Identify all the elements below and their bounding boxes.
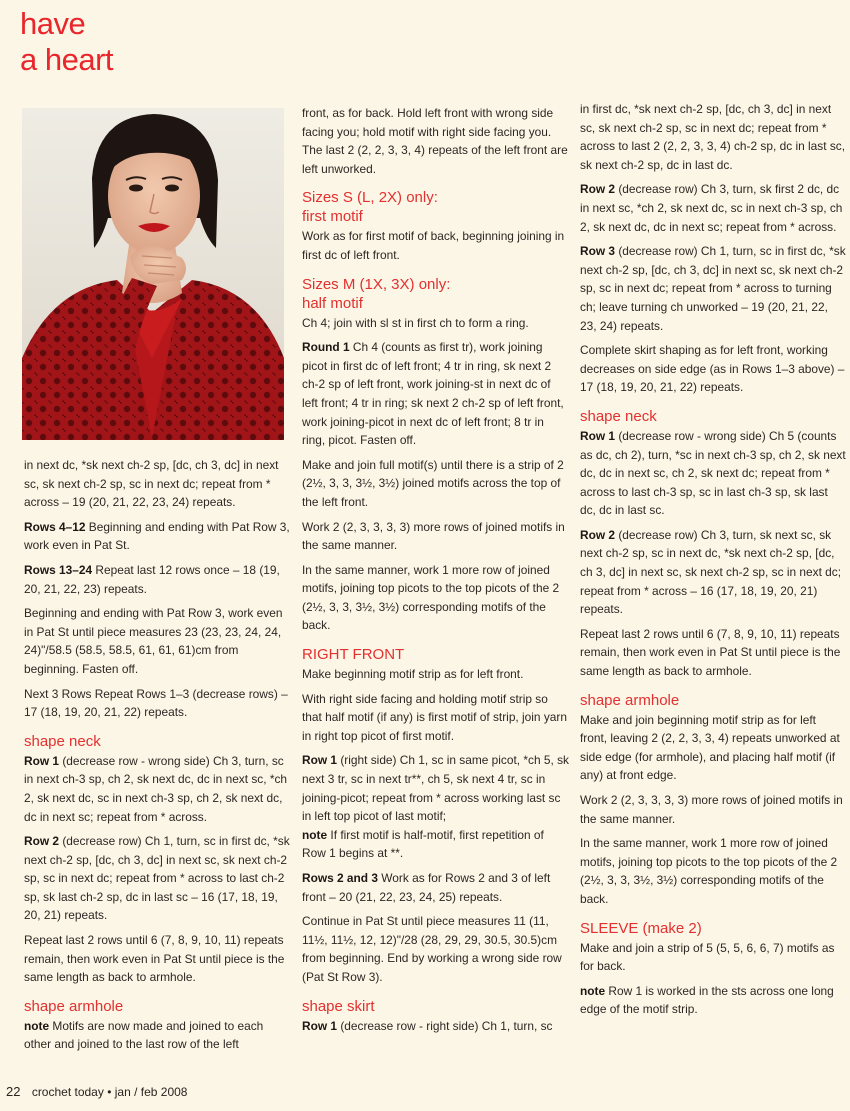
c1-paragraph-8: Repeat last 2 rows until 6 (7, 8, 9, 10, 11) repeats remain, then work even in Pat St until piece is the same length as back to armhole. [24, 933, 285, 985]
c1-paragraph-7 [24, 832, 292, 925]
c1-paragraph-4: Beginning and ending with Pat Row 3, work even in Pat St until piece measures 23 (23, 23, 24, 24, 24)"/58.5 (58.5, 58.5, 61, 61, 61)cm from beginning. Fasten off. [24, 606, 283, 676]
c2-paragraph-13 [302, 1017, 569, 1036]
c2-paragraph-12: Continue in Pat St until piece measures 11 (11, 11½, 11½, 12, 12)"/28 (28, 29, 29, 30.5, 30.5)cm from beginning. End by working a wrong side row (Pat St Row 3). [302, 914, 562, 984]
c1-label-row-1: Row 1 [24, 753, 60, 768]
c3-paragraph-11: Make and join a strip of 5 (5, 5, 6, 6, 7) motifs as for back. [580, 940, 835, 974]
c3-heading-shape-armhole: shape armhole [580, 691, 680, 709]
c3-label-row-1: Row 1 [580, 428, 616, 443]
c2-paragraph-6: Work 2 (2, 3, 3, 3, 3) more rows of joined motifs in the same manner. [302, 519, 565, 553]
c1-text-note: Motifs are now made and joined to each other and joined to the last row of the left [24, 1018, 264, 1052]
c3-label-row-2: Row 2 [580, 182, 616, 197]
model-photo [22, 108, 284, 440]
c3-paragraph-6 [580, 526, 846, 619]
c1-paragraph-9 [24, 1017, 292, 1054]
page-footer [6, 1084, 187, 1099]
c2-paragraph-5: Make and join full motif(s) until there is a strip of 2 (2½, 3, 3, 3½, 3½) joined motifs across the top of the left front. [302, 457, 564, 509]
c3-paragraph-9: Work 2 (2, 3, 3, 3, 3) more rows of joined motifs in the same manner. [580, 793, 843, 826]
c1-paragraph-5: Next 3 Rows Repeat Rows 1–3 (decrease rows) – 17 (18, 19, 20, 21, 22) repeats. [24, 686, 288, 720]
c2-label-rows-2-3: Rows 2 and 3 [302, 871, 378, 885]
c2-paragraph-4 [302, 338, 569, 450]
c1-text-rows-4-12: Beginning and ending with Pat Row 3, work even in Pat St. [24, 519, 290, 553]
column-3 [580, 100, 846, 1025]
c2-paragraph-1: front, as for back. Hold left front with wrong side facing you; hold motif with right side facing you. The last 2 (2, 2, 3, 3, 4) repeats of the left front are left unworked. [302, 106, 568, 176]
c2-paragraph-3: Ch 4; join with sl st in first ch to form a ring. [302, 315, 529, 330]
c1-heading-shape-armhole: shape armhole [24, 997, 124, 1015]
c2-heading-sizes-s [302, 188, 569, 226]
column-2 [302, 104, 569, 1041]
c1-paragraph-6 [24, 752, 292, 826]
c1-text-rows-13-24: Repeat last 12 rows once – 18 (19, 20, 21, 22, 23) repeats. [24, 562, 280, 596]
c1-paragraph-1: in next dc, *sk next ch-2 sp, [dc, ch 3, dc] in next sc, sk next ch-2 sp, sc in next dc; repeat from * across – 19 (20, 21, 22, 23, 24) repeats. [24, 458, 279, 510]
c1-paragraph-3 [24, 561, 292, 598]
title-line-1: have [20, 6, 86, 41]
c3-text-row-1: (decrease row - wrong side) Ch 5 (counts as dc, ch 2), turn, *sc in next ch-3 sp, ch 2, sk next dc, dc in next sc, ch 2, sk next dc; repeat from * across to last ch-3 sp, sc in last ch-3 sp, sk last dc, dc in last sc. [580, 428, 846, 518]
c3-label-row-2b: Row 2 [580, 527, 616, 542]
c2-label-row-1: Row 1 [302, 753, 338, 768]
c1-label-rows-4-12: Rows 4–12 [24, 519, 86, 534]
c2-label-row-1-skirt: Row 1 [302, 1018, 338, 1033]
model-photo-illustration [22, 108, 284, 440]
c2-paragraph-7: In the same manner, work 1 more row of joined motifs, joining top picots to the top picots of the 2 (2½, 3, 3, 3½, 3½) corresponding motifs of the back. [302, 562, 560, 633]
c1-label-note: note [24, 1018, 50, 1033]
c2-text-note: If first motif is half-motif, first repetition of Row 1 begins at **. [302, 827, 544, 861]
column-1 [24, 456, 292, 1060]
c1-label-row-2: Row 2 [24, 834, 60, 849]
c1-label-rows-13-24: Rows 13–24 [24, 562, 93, 577]
c3-heading-shape-neck: shape neck [580, 407, 657, 425]
article-title [20, 6, 113, 78]
magazine-name: crochet today [31, 1085, 104, 1099]
footer-bullet: • [107, 1085, 115, 1099]
c3-paragraph-12 [580, 982, 846, 1019]
c2-heading-sizes-m-line2: half motif [302, 294, 363, 312]
page-number: 22 [6, 1084, 21, 1099]
c3-paragraph-8: Make and join beginning motif strip as for left front, leaving 2 (2, 2, 3, 3, 4) repeats unworked at side edge (for armhole), and placing half motif (if any) at front edge. [580, 712, 840, 783]
issue-date: jan / feb 2008 [114, 1085, 188, 1099]
c3-text-row-2: (decrease row) Ch 3, turn, sk first 2 dc, dc in next sc, *ch 2, sk next dc, sc in next ch-3 sp, ch 2, sk next dc, dc in next sc; repeat from * across. [580, 182, 843, 234]
c2-heading-right-front: RIGHT FRONT [302, 646, 405, 664]
c2-paragraph-2: Work as for first motif of back, beginning joining in first dc of left front. [302, 229, 565, 262]
c2-paragraph-10 [302, 751, 569, 863]
c2-label-round-1: Round 1 [302, 340, 350, 355]
c3-paragraph-7: Repeat last 2 rows until 6 (7, 8, 9, 10, 11) repeats remain, then work even in Pat St until piece is the same length as back to armhole. [580, 626, 841, 679]
c3-paragraph-5 [580, 427, 846, 520]
c2-paragraph-9: With right side facing and holding motif strip so that half motif (if any) is first motif of strip, join yarn in right top picot of first motif. [302, 691, 567, 743]
title-line-2: a heart [20, 42, 114, 77]
c3-paragraph-1: in first dc, *sk next ch-2 sp, [dc, ch 3, dc] in next sc, sk next ch-2 sp, sc in next dc; repeat from * across to last 2 (2, 2, 3, 3, 4) ch-2 sp, dc in last sc, sk next ch-2 sp, dc in last dc. [580, 102, 846, 172]
c2-heading-sizes-s-line1: Sizes S (L, 2X) only: [302, 189, 438, 207]
c2-text-rows-2-3: Work as for Rows 2 and 3 of left front – 20 (21, 22, 23, 24, 25) repeats. [302, 871, 551, 904]
c3-label-note: note [580, 983, 606, 998]
c2-text-row-1: (right side) Ch 1, sc in same picot, *ch 5, sk next 3 tr, sc in next tr**, ch 5, sk next 4 tr, sc in joining-picot; repeat from * across working last sc in left top picot of last motif; [302, 753, 569, 824]
c2-heading-sizes-s-line2: first motif [302, 208, 363, 226]
c1-text-row-2: (decrease row) Ch 1, turn, sc in first dc, *sk next ch-2 sp, [dc, ch 3, dc] in next sc, sk next ch-2 sp, sc in next dc; repeat from * across to last ch-2 sp, sk last ch-2 sp, dc in last sc – 16 (17, 18, 19, 20, 21) repeats. [24, 834, 290, 923]
c3-paragraph-10: In the same manner, work 1 more row of joined motifs, joining top picots to the top picots of the 2 (2½, 3, 3, 3½, 3½) corresponding motifs of the back. [580, 836, 838, 906]
c2-heading-shape-skirt: shape skirt [302, 997, 375, 1015]
c3-paragraph-3 [580, 242, 846, 335]
c3-paragraph-4: Complete skirt shaping as for left front, working decreases on side edge (as in Rows 1–3 above) – 17 (18, 19, 20, 21, 22) repeats. [580, 343, 845, 395]
c2-text-round-1: Ch 4 (counts as first tr), work joining picot in first dc of left front; 4 tr in ring, sk next 2 ch-2 sp of left front, work joining-st in next dc of left front; 4 tr in ring; sk next 2 ch-2 sp of left front, work joining-picot in next dc of left front; 8 tr in ring, picot. Fasten off. [302, 340, 564, 448]
c3-text-row-3: (decrease row) Ch 1, turn, sc in first dc, *sk next ch-2 sp, [dc, ch 3, dc] in next sc, sk next ch-2 sp, sc in next dc; repeat from * across to turning ch; leave turning ch unworked – 19 (20, 21, 22, 23, 24) repeats. [580, 244, 846, 333]
c1-heading-shape-neck: shape neck [24, 732, 101, 750]
c2-heading-sizes-m [302, 275, 569, 313]
c2-paragraph-8: Make beginning motif strip as for left front. [302, 667, 524, 682]
c3-text-note: Row 1 is worked in the sts across one long edge of the motif strip. [580, 983, 834, 1017]
c2-text-row-1-skirt: (decrease row - right side) Ch 1, turn, sc [337, 1018, 553, 1033]
c3-paragraph-2 [580, 180, 846, 236]
c3-text-row-2b: (decrease row) Ch 3, turn, sk next sc, sk next ch-2 sp, sc in next dc, *sk next ch-2 sp, [dc, ch 3, dc] in next sc, sk next ch-2 sp, sc in next dc; repeat from * across – 16 (17, 18, 19, 20, 21) repeats. [580, 527, 842, 617]
c3-heading-sleeve: SLEEVE (make 2) [580, 919, 702, 937]
c2-paragraph-11 [302, 869, 569, 906]
c3-label-row-3: Row 3 [580, 244, 616, 259]
c1-paragraph-2 [24, 518, 292, 555]
c2-label-note: note [302, 827, 328, 842]
c1-text-row-1: (decrease row - wrong side) Ch 3, turn, sc in next ch-3 sp, ch 2, sk next dc, dc in next sc, *ch 2, sk next dc, sc in next ch-3 sp, ch 2, sk next dc, dc in next sc; repeat from * across. [24, 753, 288, 824]
c2-heading-sizes-m-line1: Sizes M (1X, 3X) only: [302, 275, 451, 293]
